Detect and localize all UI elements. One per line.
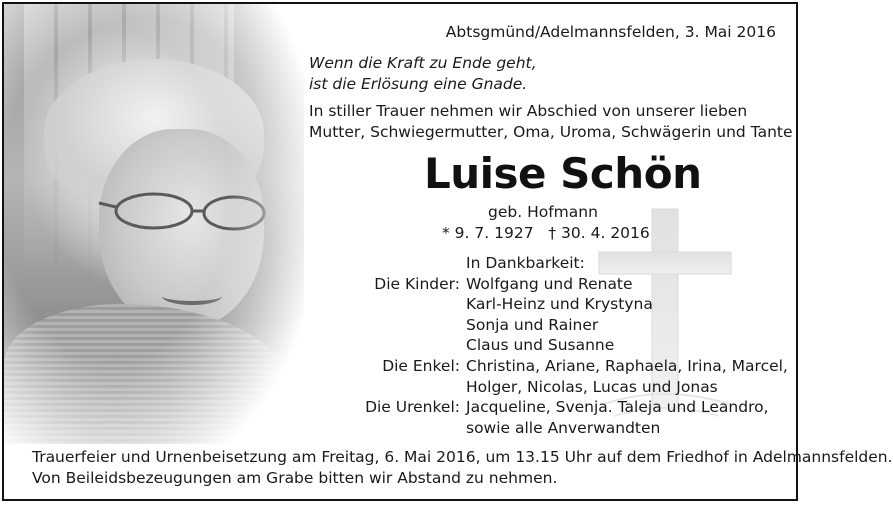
mourner-row — [334, 274, 788, 295]
group-label: Die Enkel: — [382, 356, 460, 375]
mourner-row — [334, 397, 788, 418]
mourner-row — [334, 356, 788, 377]
maiden-name: geb. Hofmann — [488, 203, 598, 221]
photo-sweater — [4, 304, 294, 454]
gratitude-label: In Dankbarkeit: — [466, 254, 585, 272]
gratitude-row — [334, 253, 788, 274]
mourner-names: Jacqueline, Svenja. Taleja und Leandro, — [466, 398, 769, 417]
group-label: Die Kinder: — [374, 274, 460, 293]
deceased-name: Luise Schön — [424, 149, 702, 198]
group-label: Die Urenkel: — [365, 398, 460, 417]
motto-line: ist die Erlösung eine Gnade. — [309, 74, 528, 93]
funeral-info-line: Trauerfeier und Urnenbeisetzung am Freitag, 6. Mai 2016, um 13.15 Uhr auf dem Friedhof in Adelmannsfelden. — [32, 448, 893, 466]
mourner-names: sowie alle Anverwandten — [466, 418, 661, 437]
photo-smile — [162, 287, 222, 305]
mourner-names: Karl-Heinz und Krystyna — [466, 295, 653, 314]
mourner-names: Christina, Ariane, Raphaela, Irina, Marcel, — [466, 356, 788, 375]
mourner-names: Sonja und Rainer — [466, 315, 599, 334]
glasses-icon — [99, 189, 269, 239]
mourner-row — [334, 335, 788, 356]
obituary-notice — [2, 2, 893, 501]
life-dates — [442, 223, 650, 244]
funeral-info — [32, 447, 893, 488]
motto — [309, 53, 537, 94]
condolence-request-line: Von Beileidsbezeugungen am Grabe bitten wir Abstand zu nehmen. — [32, 468, 558, 487]
intro-line: In stiller Trauer nehmen wir Abschied von unserer lieben — [309, 102, 748, 120]
mourner-row — [334, 315, 788, 336]
mourner-row — [334, 418, 788, 439]
intro-text — [309, 101, 793, 142]
motto-line: Wenn die Kraft zu Ende geht, — [309, 54, 537, 72]
portrait-photo — [4, 4, 304, 444]
death-date: † 30. 4. 2016 — [548, 224, 650, 242]
mourner-row — [334, 294, 788, 315]
mourner-names: Holger, Nicolas, Lucas und Jonas — [466, 377, 718, 396]
intro-line: Mutter, Schwiegermutter, Oma, Uroma, Schwägerin und Tante — [309, 122, 793, 141]
mourner-names: Wolfgang und Renate — [466, 274, 633, 293]
place-and-date: Abtsgmünd/Adelmannsfelden, 3. Mai 2016 — [445, 23, 776, 41]
mourner-names: Claus und Susanne — [466, 336, 615, 355]
birth-date: * 9. 7. 1927 — [442, 224, 534, 242]
mourners-list — [334, 253, 788, 438]
mourner-row — [334, 377, 788, 398]
